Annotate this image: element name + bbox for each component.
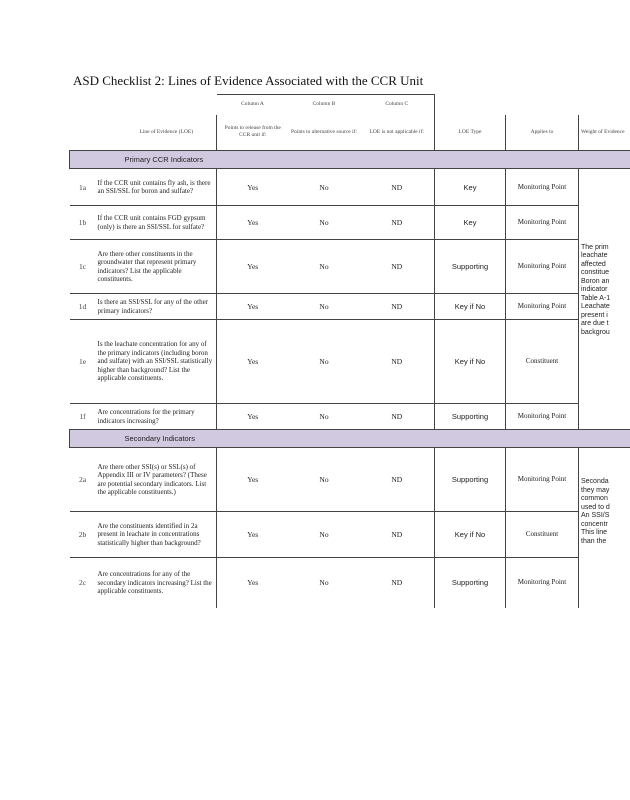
weight-note-line: common	[581, 495, 608, 502]
weight-note-line: constitue	[581, 269, 610, 276]
row-applies-to: Monitoring Point	[506, 240, 579, 294]
table-row	[70, 294, 630, 320]
weight-note-line: Seconda	[581, 478, 609, 485]
row-col-c: ND	[360, 240, 435, 294]
row-id: 1c	[70, 240, 96, 294]
row-col-a: Yes	[217, 320, 289, 404]
section-header-secondary	[70, 430, 630, 448]
header-column-c: LOE is not applicable if:	[360, 115, 435, 151]
row-col-b: No	[289, 320, 360, 404]
weight-of-evidence-primary	[579, 206, 630, 430]
row-col-b: No	[319, 578, 329, 588]
row-id: 1f	[70, 404, 96, 430]
row-applies-to: Monitoring Point	[506, 558, 579, 608]
weight-of-evidence-secondary	[579, 448, 630, 608]
weight-note-line: leachate	[581, 252, 608, 259]
row-col-c: ND	[360, 294, 435, 320]
row-question: Are concentrations for any of the secondary indicators increasing? List the applicable constituents.	[97, 570, 212, 595]
row-question: Is there an SSI/SSL for any of the other primary indicators?	[96, 294, 217, 320]
row-col-b: No	[289, 448, 360, 512]
table-row	[70, 448, 630, 512]
table-row	[70, 240, 630, 294]
table-row	[70, 169, 630, 206]
weight-note-line: affected	[581, 260, 606, 268]
row-loe-type: Key	[435, 206, 506, 240]
weight-note-line: concentr	[581, 520, 608, 528]
header-column-a: Points to release from the CCR unit if:	[217, 115, 289, 151]
row-col-b: No	[289, 294, 360, 320]
header-loe-type: LOE Type	[435, 115, 506, 151]
row-applies-to: Constituent	[506, 512, 579, 558]
row-col-b: No	[289, 206, 360, 240]
column-c-label: Column C	[360, 95, 435, 115]
row-col-b: No	[289, 169, 360, 206]
row-col-c: ND	[360, 206, 435, 240]
row-loe-type: Key if No	[435, 512, 506, 558]
row-loe-type: Key if No	[435, 294, 506, 320]
row-col-a: Yes	[217, 448, 289, 512]
row-loe-type: Supporting	[435, 240, 506, 294]
row-loe-type: Supporting	[435, 448, 506, 512]
row-loe-type: Key	[435, 169, 506, 206]
section-title: Secondary Indicators	[96, 430, 360, 448]
row-loe-type: Key if No	[435, 320, 506, 404]
row-col-a: Yes	[217, 240, 289, 294]
column-a-label: Column A	[217, 95, 289, 115]
row-applies-to: Monitoring Point	[506, 448, 579, 512]
row-id: 2a	[70, 448, 96, 512]
row-question: Are concentrations for the primary indicators increasing?	[96, 404, 217, 430]
row-applies-to: Constituent	[506, 320, 579, 404]
row-col-c: ND	[360, 558, 435, 608]
row-col-c: ND	[360, 169, 435, 206]
table-row	[70, 558, 630, 608]
column-header-row	[70, 115, 630, 151]
row-id: 1d	[70, 294, 96, 320]
row-id: 2c	[78, 578, 87, 588]
row-question: If the CCR unit contains FGD gypsum (only) is there an SSI/SSL for sulfate?	[96, 206, 217, 240]
header-applies-to: Applies to	[506, 115, 579, 151]
table-row	[70, 404, 630, 430]
row-question: If the CCR unit contains fly ash, is there an SSI/SSL for boron and sulfate?	[96, 169, 217, 206]
page-title: ASD Checklist 2: Lines of Evidence Associated with the CCR Unit	[73, 73, 424, 88]
weight-note-line: used to d	[581, 503, 610, 511]
row-col-c: ND	[360, 512, 435, 558]
weight-note-line: This line	[581, 529, 608, 536]
table-row	[70, 512, 630, 558]
row-col-b: No	[289, 240, 360, 294]
column-label-row	[70, 95, 630, 115]
weight-note-line: Table A-1	[581, 294, 611, 302]
header-weight: Weight of Evidence	[579, 115, 630, 151]
row-applies-to: Monitoring Point	[506, 169, 579, 206]
row-applies-to: Monitoring Point	[506, 404, 579, 430]
row-applies-to: Monitoring Point	[506, 294, 579, 320]
row-question: Are the constituents identified in 2a present in leachate in concentrations statistically higher than background?	[96, 512, 217, 558]
weight-note-line: than the	[581, 537, 607, 545]
checklist-table	[69, 94, 630, 608]
row-col-c: ND	[360, 320, 435, 404]
row-col-b: No	[289, 404, 360, 430]
weight-note-line: Leachate	[581, 303, 610, 310]
row-loe-type: Supporting	[435, 558, 506, 608]
row-col-a: Yes	[217, 558, 289, 608]
row-col-a: Yes	[217, 206, 289, 240]
row-col-a: Yes	[217, 512, 289, 558]
row-col-a: Yes	[217, 404, 289, 430]
weight-note-line: indicator	[581, 286, 608, 293]
table-row	[70, 320, 630, 404]
section-title: Primary CCR Indicators	[96, 151, 360, 169]
row-applies-to: Monitoring Point	[506, 206, 579, 240]
row-id: 1e	[70, 320, 96, 404]
column-b-label: Column B	[289, 95, 360, 115]
row-col-c: ND	[360, 448, 435, 512]
row-loe-type: Supporting	[435, 404, 506, 430]
table-row	[70, 206, 630, 240]
row-question: Are there other SSI(s) or SSL(s) of Appendix III or IV parameters? (These are potential secondary indicators. List the applicable constituents.)	[96, 448, 217, 512]
row-question: Is the leachate concentration for any of the primary indicators (including boron and sulfate) with an SSI/SSL statistically higher than background? List the applicable constituents.	[96, 320, 217, 404]
section-header-primary	[70, 151, 630, 169]
row-question: Are there other constituents in the groundwater that represent primary indicators? List the applicable constituents.	[96, 240, 217, 294]
weight-note-line: Boron an	[581, 277, 610, 285]
weight-note-line: An SSI/S	[581, 512, 610, 519]
row-id: 1b	[70, 206, 96, 240]
row-col-c: ND	[360, 404, 435, 430]
row-col-b: No	[289, 512, 360, 558]
header-column-b: Points to alternative source if:	[289, 115, 360, 151]
weight-note-line: The prim	[581, 243, 609, 251]
row-col-a: Yes	[217, 294, 289, 320]
row-col-a: Yes	[217, 169, 289, 206]
weight-note-line: backgrou	[581, 328, 610, 336]
weight-note-line: they may	[581, 486, 610, 494]
weight-note-line: are due t	[581, 320, 609, 327]
weight-note-line: present i	[581, 311, 608, 319]
row-id: 1a	[70, 169, 96, 206]
row-id: 2b	[70, 512, 96, 558]
header-question: Line of Evidence (LOE)	[96, 115, 217, 151]
